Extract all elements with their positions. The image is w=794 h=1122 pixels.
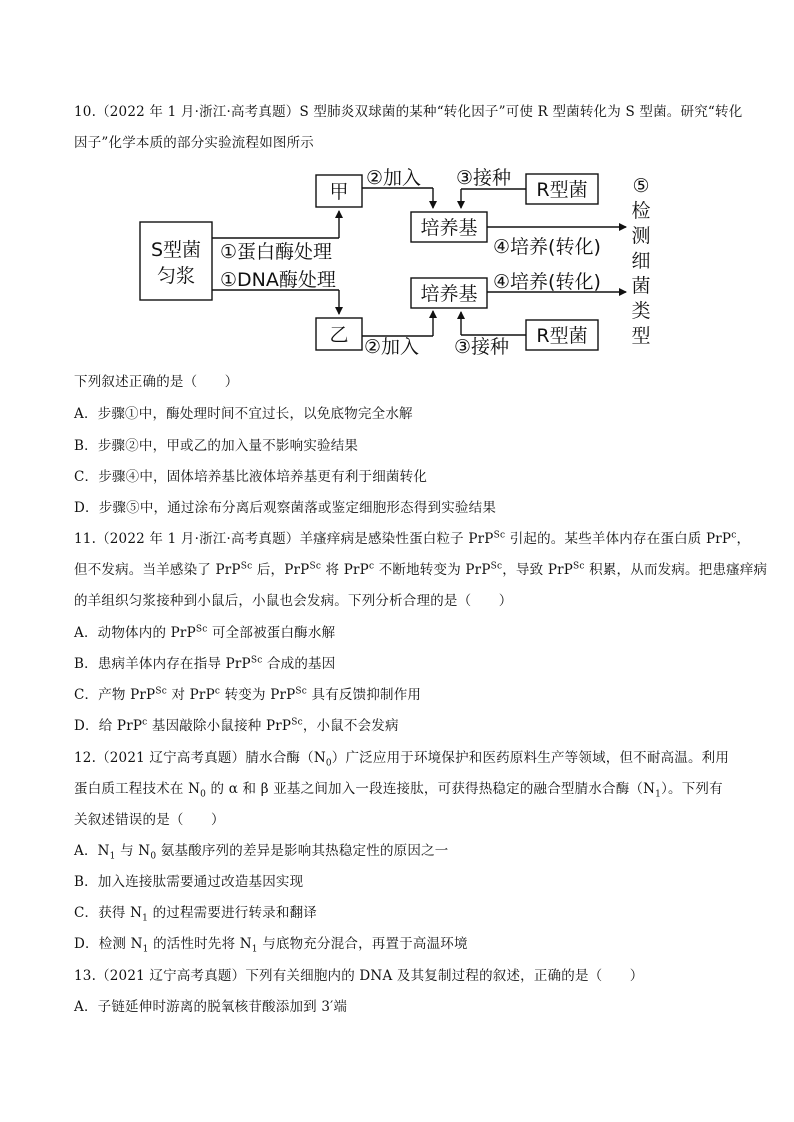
q10-line-1: 10.（2022 年 1 月·浙江·高考真题）S 型肺炎双球菌的某种“转化因子”可使 R 型菌转化为 S 型菌。研究“转化 [74, 104, 743, 120]
s-homogenate-box [140, 222, 212, 300]
step2-add-top: ②加入 [366, 168, 422, 189]
q12-option-a: A．$N_1$ 与 $N_0$ 氨基酸序列的差异是影响其热稳定性的原因之一 [74, 843, 449, 862]
q11-line-3: 的羊组织匀浆接种到小鼠后，小鼠也会发病。下列分析合理的是（ ） [74, 593, 513, 609]
jia-label: 甲 [329, 181, 349, 203]
q10-option-d: D．步骤⑤中，通过涂布分离后观察菌落或鉴定细胞形态得到实验结果 [74, 500, 497, 516]
r-strain-label-bottom: R型菌 [536, 325, 588, 347]
yi-label: 乙 [329, 324, 349, 346]
step3-inoculate-bottom: ③接种 [454, 336, 510, 358]
detect-char-4: 细 [631, 250, 651, 272]
step4-culture-top: ④培养(转化) [493, 236, 601, 258]
experiment-flow-diagram [138, 168, 658, 358]
q10-line-2: 因子”化学本质的部分实验流程如图所示 [74, 135, 315, 151]
q11-option-c: C．产物 PrP$^{Sc}$ 对 PrP$^c$ 转变为 PrP$^{Sc}$ 具有反馈抑制作用 [74, 686, 422, 703]
step2-add-bottom: ②加入 [364, 336, 420, 358]
detect-char-6: 类 [631, 300, 651, 322]
q11-option-d: D．给 PrP$^c$ 基因敲除小鼠接种 PrP$^{Sc}$，小鼠不会发病 [74, 717, 399, 734]
q11-option-b: B．患病羊体内存在指导 PrP$^{Sc}$ 合成的基因 [74, 655, 336, 672]
s-box-label-1: S型菌 [150, 239, 202, 261]
step3-inoculate-top: ③接种 [456, 168, 512, 189]
r-strain-label-top: R型菌 [536, 179, 588, 201]
medium-label-top: 培养基 [420, 217, 478, 239]
step4-culture-bottom: ④培养(转化) [493, 271, 601, 293]
q11-line-1: 11.（2022 年 1 月·浙江·高考真题）羊瘙痒病是感染性蛋白粒子 PrP$^{Sc}$ 引起的。某些羊体内存在蛋白质 PrP$^c$， [74, 530, 751, 547]
q11-line-2: 但不发病。当羊感染了 PrP$^{Sc}$ 后，PrP$^{Sc}$ 将 PrP$^c$ 不断地转变为 PrP$^{Sc}$，导致 PrP$^{Sc}$ 积累，从而发病。把患瘙痒病 [74, 561, 768, 578]
step1-protease-label: ①蛋白酶处理 [220, 241, 333, 263]
q13-line-1: 13.（2021 辽宁高考真题）下列有关细胞内的 DNA 及其复制过程的叙述，正确的是（ ） [74, 968, 644, 984]
detect-char-5: 菌 [631, 275, 651, 297]
s-box-label-2: 匀浆 [156, 265, 196, 287]
q11-option-a: A．动物体内的 PrP$^{Sc}$ 可全部被蛋白酶水解 [74, 624, 336, 641]
q10-option-b: B．步骤②中，甲或乙的加入量不影响实验结果 [74, 438, 359, 454]
step1-dnase-label: ①DNA酶处理 [220, 269, 336, 291]
q12-line-1: 12.（2021 辽宁高考真题）腈水合酶$(N_0)$广泛应用于环境保护和医药原料生产等领域，但不耐高温。利用 [74, 750, 730, 769]
q12-line-2: 蛋白质工程技术在 $N_0$ 的 α 和 β 亚基之间加入一段连接肽，可获得热稳定的融合型腈水合酶$(N_1)$。下列有 [74, 781, 723, 800]
q12-option-d: D．检测 $N_1$ 的活性时先将 $N_1$ 与底物充分混合，再置于高温环境 [74, 936, 468, 955]
q12-option-b: B．加入连接肽需要通过改造基因实现 [74, 874, 304, 890]
q12-option-c: C．获得 $N_1$ 的过程需要进行转录和翻译 [74, 905, 317, 924]
detect-char-1: ⑤ [632, 175, 650, 197]
q10-option-a: A．步骤①中，酶处理时间不宜过长，以免底物完全水解 [74, 406, 413, 422]
detect-char-3: 测 [631, 225, 651, 247]
detect-char-2: 检 [631, 200, 651, 222]
q10-option-c: C．步骤④中，固体培养基比液体培养基更有利于细菌转化 [74, 469, 428, 485]
q12-line-3: 关叙述错误的是（ ） [74, 812, 225, 828]
medium-label-bottom: 培养基 [420, 283, 478, 305]
detect-char-7: 型 [631, 325, 651, 347]
q10-stem-end: 下列叙述正确的是（ ） [74, 374, 239, 390]
q13-option-a: A．子链延伸时游离的脱氧核苷酸添加到 3′端 [74, 999, 348, 1015]
